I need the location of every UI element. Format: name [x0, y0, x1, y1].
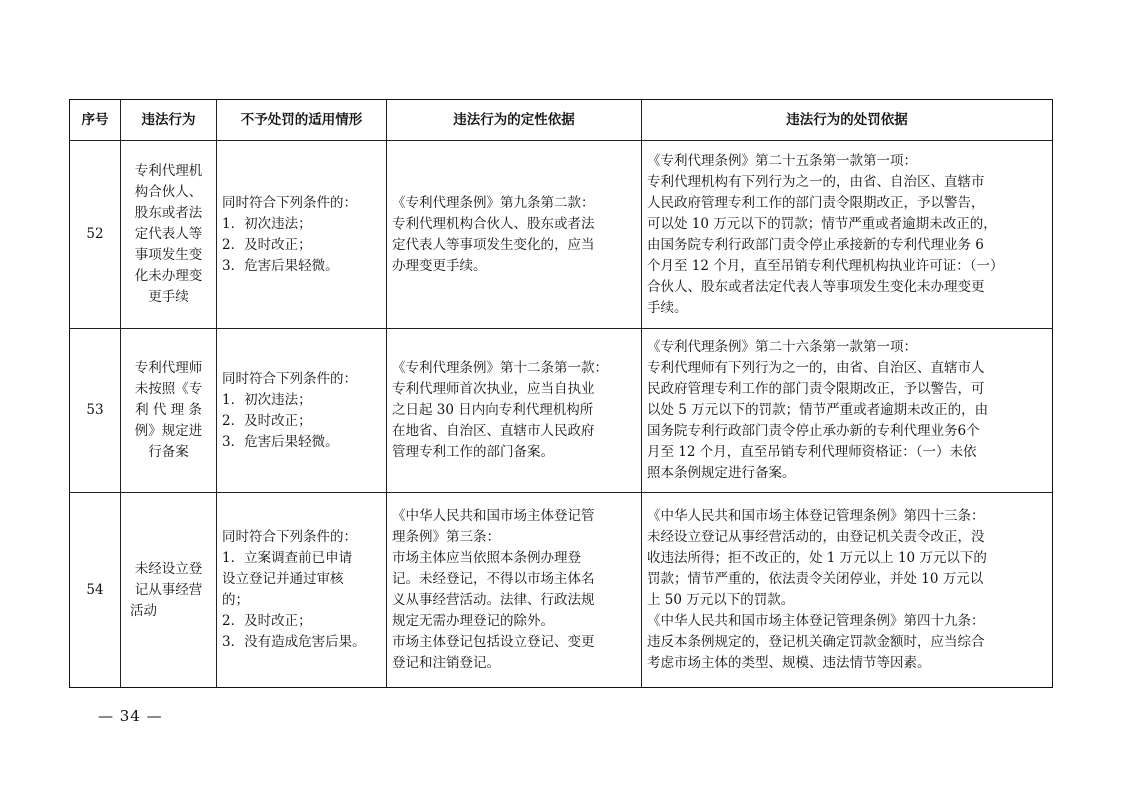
text-line: 市场主体登记包括设立登记、变更 [392, 634, 595, 650]
penalty-table [69, 99, 1053, 688]
text-line: 利 代 理 条 [135, 402, 202, 418]
text-line: 1．初次违法； [222, 391, 312, 408]
table-row [70, 493, 1053, 688]
text-line: 3．危害后果轻微。 [222, 433, 339, 450]
text-line: 设立登记并通过审核 [222, 571, 344, 587]
text-line: 登记和注销登记。 [392, 655, 500, 671]
text-line: 月至 12 个月，直至吊销专利代理师资格证：（一）未依 [647, 444, 977, 460]
text-line: 违反本条例规定的，登记机关确定罚款金额时，应当综合 [647, 634, 985, 650]
text-line: 未按照《专 [134, 381, 203, 397]
text-line: 市场主体应当依照本条例办理登 [392, 550, 581, 566]
text-line: 行备案 [148, 444, 189, 460]
text-line: 《专利代理条例》第二十五条第一款第一项： [647, 152, 917, 169]
text-line: 义从事经营活动。法律、行政法规 [392, 592, 595, 608]
text-line: 可以处 10 万元以下的罚款；情节严重或者逾期未改正的， [647, 215, 997, 232]
text-line: 办理变更手续。 [392, 257, 487, 274]
text-line: 同时符合下列条件的： [222, 370, 357, 387]
text-line: 更手续 [148, 289, 189, 305]
text-line: 在地省、自治区、直辖市人民政府 [392, 423, 595, 439]
text-line: 定代表人等 [134, 226, 203, 242]
text-line: 考虑市场主体的类型、规模、违法情节等因素。 [647, 655, 931, 671]
qualification-basis-cell [387, 493, 642, 688]
violation-cell [121, 329, 217, 493]
row-number: 54 [70, 493, 121, 688]
text-line: 的； [222, 592, 249, 608]
violation-cell [121, 141, 217, 329]
text-line: 《中华人民共和国市场主体登记管理条例》第四十三条： [647, 508, 985, 524]
text-line: 《中华人民共和国市场主体登记管理条例》第四十九条： [647, 613, 985, 629]
text-line: 3．危害后果轻微。 [222, 257, 339, 274]
text-line: 专利代理师 [134, 360, 203, 376]
text-line: 专利代理师首次执业，应当自执业 [392, 381, 595, 397]
text-line: 《专利代理条例》第二十六条第一款第一项： [647, 339, 917, 355]
penalty-basis-cell [642, 493, 1053, 688]
text-line: 1．立案调查前已申请 [222, 550, 353, 566]
text-line: 由国务院专利行政部门责令停止承接新的专利代理业务 6 [647, 236, 984, 253]
text-line: 罚款；情节严重的，依法责令关闭停业，并处 10 万元以 [647, 571, 984, 587]
row-number: 52 [70, 141, 121, 329]
penalty-basis-cell [642, 329, 1053, 493]
text-line: 例》规定进 [134, 423, 203, 439]
row-number: 53 [70, 329, 121, 493]
text-line: 专利代理师有下列行为之一的，由省、自治区、直辖市人 [647, 360, 985, 376]
text-line: 合伙人、股东或者法定代表人等事项发生变化未办理变更 [647, 278, 985, 295]
text-line: 之日起 30 日内向专利代理机构所 [392, 402, 594, 418]
text-line: 规定无需办理登记的除外。 [392, 613, 554, 629]
table-row [70, 141, 1053, 329]
text-line: 1．初次违法； [222, 215, 312, 232]
text-line: 事项发生变 [134, 247, 203, 263]
qualification-basis-cell [387, 141, 642, 329]
page-number: — 34 — [98, 707, 163, 725]
header-penalty-basis: 违法行为的处罚依据 [642, 100, 1053, 141]
text-line: 2．及时改正； [222, 236, 312, 253]
text-line: 2．及时改正； [222, 412, 312, 429]
text-line: 构合伙人、 [134, 184, 203, 200]
table-row [70, 329, 1053, 493]
header-qualification-basis: 违法行为的定性依据 [387, 100, 642, 141]
text-line: 《中华人民共和国市场主体登记管 [392, 508, 595, 524]
text-line: 收违法所得；拒不改正的，处 1 万元以上 10 万元以下的 [647, 550, 987, 566]
text-line: 定代表人等事项发生变化的，应当 [392, 236, 595, 253]
text-line: 以处 5 万元以下的罚款；情节严重或者逾期未改正的，由 [647, 402, 989, 418]
text-line: 民政府管理专利工作的部门责令限期改正，予以警告，可 [647, 381, 985, 397]
header-violation: 违法行为 [121, 100, 217, 141]
qualification-basis-cell [387, 329, 642, 493]
text-line: 专利代理机 [134, 163, 203, 179]
text-line: 管理专利工作的部门备案。 [392, 444, 554, 460]
text-line: 记。未经登记，不得以市场主体名 [392, 571, 595, 587]
text-line: 股东或者法 [134, 205, 203, 221]
text-line: 人民政府管理专利工作的部门责令限期改正，予以警告， [647, 194, 985, 211]
exemption-cell [217, 493, 387, 688]
exemption-cell [217, 141, 387, 329]
text-line: 记从事经营 [134, 581, 203, 598]
text-line: 个月至 12 个月，直至吊销专利代理机构执业许可证：（一） [647, 257, 1004, 274]
text-line: 《专利代理条例》第十二条第一款： [392, 360, 608, 376]
text-line: 3．没有造成危害后果。 [222, 634, 366, 650]
text-line: 理条例》第三条： [392, 529, 500, 545]
text-line: 手续。 [647, 299, 688, 316]
text-line: 《专利代理条例》第九条第二款： [392, 194, 595, 211]
penalty-basis-cell [642, 141, 1053, 329]
text-line: 化未办理变 [134, 268, 203, 284]
violation-cell [121, 493, 217, 688]
text-line: 专利代理机构有下列行为之一的，由省、自治区、直辖市 [647, 173, 985, 190]
text-line: 同时符合下列条件的： [222, 194, 357, 211]
text-line: 活动 [130, 602, 157, 619]
exemption-cell [217, 329, 387, 493]
text-line: 未经设立登记从事经营活动的，由登记机关责令改正，没 [647, 529, 985, 545]
header-serial-number: 序号 [70, 100, 121, 141]
header-exemption-conditions: 不予处罚的适用情形 [217, 100, 387, 141]
text-line: 上 50 万元以下的罚款。 [647, 592, 795, 608]
text-line: 未经设立登 [134, 560, 203, 577]
text-line: 国务院专利行政部门责令停止承办新的专利代理业务6个 [647, 423, 980, 439]
text-line: 专利代理机构合伙人、股东或者法 [392, 215, 595, 232]
text-line: 照本条例规定进行备案。 [647, 465, 796, 481]
table-header-row [70, 100, 1053, 141]
text-line: 2．及时改正； [222, 613, 312, 629]
text-line: 同时符合下列条件的： [222, 529, 357, 545]
